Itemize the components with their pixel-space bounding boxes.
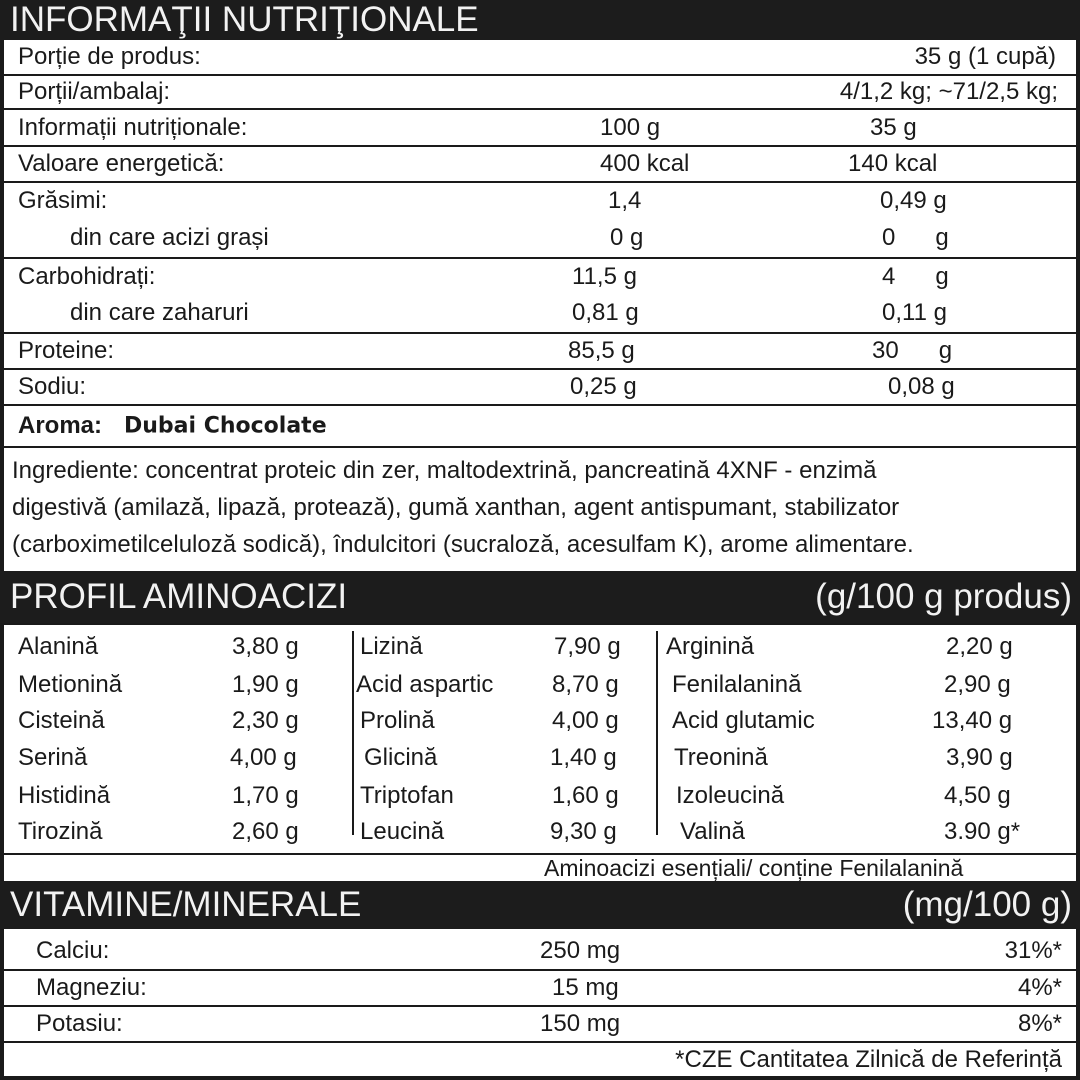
amino-value: 1,40 g — [550, 744, 617, 771]
nutrient-per100: 100 g — [600, 113, 661, 141]
servings-per-pack-row — [4, 74, 1076, 108]
nutrient-label: Grăsimi: — [18, 187, 108, 214]
serving-label: Porție de produs: — [18, 43, 201, 70]
vitamins-header — [0, 881, 1080, 929]
aroma-row — [4, 404, 1076, 446]
ingredients-text — [12, 452, 1072, 563]
amino-value: 4,00 g — [552, 707, 619, 734]
amino-name: Histidină — [18, 782, 111, 809]
amino-name: Serină — [18, 744, 88, 771]
vitamin-value: 150 mg — [540, 1010, 621, 1037]
amino-name: Izoleucină — [676, 782, 785, 809]
amino-name: Cisteină — [18, 707, 105, 734]
nutrition-row — [4, 219, 1076, 257]
vitamin-percent: 31%* — [1004, 937, 1062, 964]
nutrient-per100: 0,81 g — [572, 299, 639, 326]
nutrient-per35: 0 g — [882, 224, 949, 251]
footnote: *CZE Cantitatea Zilnică de Referință — [675, 1045, 1062, 1073]
amino-unit: (g/100 g produs) — [815, 577, 1072, 616]
amino-name: Triptofan — [360, 782, 454, 809]
nutrient-per100: 0,25 g — [570, 373, 637, 400]
ingredients-line: Ingrediente: concentrat proteic din zer, maltodextrină, pancreatină 4XNF - enzimă — [12, 457, 877, 484]
amino-value: 1,90 g — [232, 671, 299, 698]
serving-row — [4, 40, 1076, 74]
nutrient-per35: 4 g — [882, 262, 949, 290]
vitamin-percent: 4%* — [1017, 974, 1062, 1001]
nutrient-per100: 0 g — [610, 224, 644, 251]
vitamin-row — [4, 969, 1076, 1005]
amino-name: Prolină — [360, 707, 435, 734]
nutrient-label: din care zaharuri — [70, 299, 249, 326]
amino-title: PROFIL AMINOACIZI — [10, 577, 348, 616]
servings-label: Porții/ambalaj: — [18, 78, 171, 105]
amino-value: 8,70 g — [552, 671, 619, 698]
ingredients-line: (carboximetilceluloză sodică), îndulcitori (sucraloză, acesulfam K), arome alimentare. — [12, 531, 914, 558]
vitamin-value: 15 mg — [552, 974, 619, 1001]
amino-value: 4,50 g — [944, 782, 1011, 809]
amino-name: Glicină — [364, 744, 438, 771]
vitamin-row — [4, 1005, 1076, 1041]
vitamin-name: Magneziu: — [36, 974, 147, 1001]
amino-table — [4, 623, 1076, 855]
amino-value: 1,70 g — [232, 782, 299, 809]
amino-name: Acid glutamic — [672, 707, 815, 734]
nutrition-row — [4, 294, 1076, 332]
vitamins-unit: (mg/100 g) — [902, 885, 1072, 924]
column-divider — [656, 631, 658, 835]
amino-name: Alanină — [18, 633, 99, 660]
vitamin-name: Calciu: — [36, 937, 110, 964]
nutrition-row — [4, 108, 1076, 145]
nutrient-label: Valoare energetică: — [18, 150, 225, 177]
amino-value: 3.90 g* — [944, 818, 1021, 845]
amino-note: Aminoacizi esențiali/ conține Fenilalanină — [544, 855, 964, 881]
amino-name: Leucină — [360, 818, 445, 845]
amino-value: 3,80 g — [232, 633, 299, 660]
vitamin-name: Potasiu: — [36, 1010, 123, 1037]
aroma-value: Dubai Chocolate — [124, 413, 327, 439]
amino-value: 2,20 g — [946, 633, 1013, 660]
column-divider — [352, 631, 354, 835]
nutrient-label: Carbohidrați: — [18, 262, 156, 290]
vitamin-row — [4, 933, 1076, 969]
nutrition-header — [0, 0, 1080, 40]
divider — [4, 446, 1076, 448]
amino-name: Acid aspartic — [356, 671, 494, 698]
nutrient-per35: 0,08 g — [888, 373, 955, 400]
nutrient-per35: 30 g — [872, 337, 953, 364]
vitamin-value: 250 mg — [540, 937, 621, 964]
nutrient-label: Proteine: — [18, 337, 115, 364]
servings-value: 4/1,2 kg; ~71/2,5 kg; — [839, 78, 1058, 105]
nutrient-per100: 85,5 g — [568, 337, 635, 364]
footnote-row — [4, 1041, 1076, 1076]
amino-value: 1,60 g — [552, 782, 619, 809]
nutrient-label: din care acizi grași — [70, 224, 269, 251]
amino-value: 13,40 g — [932, 707, 1013, 734]
amino-value: 2,30 g — [232, 707, 299, 734]
nutrient-per35: 140 kcal — [848, 150, 938, 177]
amino-value: 3,90 g — [946, 744, 1013, 771]
nutrition-title: INFORMAŢII NUTRIŢIONALE — [10, 0, 479, 39]
vitamin-percent: 8%* — [1017, 1010, 1062, 1037]
nutrient-per35: 35 g — [870, 113, 917, 141]
amino-name: Tirozină — [18, 818, 103, 845]
vitamins-title: VITAMINE/MINERALE — [10, 885, 362, 924]
amino-value: 4,00 g — [230, 744, 297, 771]
nutrition-row — [4, 145, 1076, 181]
amino-name: Treonină — [674, 744, 768, 771]
nutrient-per100: 11,5 g — [572, 262, 637, 290]
amino-header — [0, 571, 1080, 623]
serving-value: 35 g (1 cupă) — [914, 43, 1056, 70]
nutrition-row — [4, 257, 1076, 294]
amino-value: 2,60 g — [232, 818, 299, 845]
nutrition-row — [4, 181, 1076, 219]
amino-value: 7,90 g — [554, 633, 621, 660]
nutrient-per100: 400 kcal — [600, 150, 690, 177]
nutrition-row — [4, 332, 1076, 368]
amino-name: Lizină — [360, 633, 423, 660]
amino-value: 2,90 g — [944, 671, 1011, 698]
amino-name: Arginină — [666, 633, 755, 660]
amino-name: Valină — [680, 818, 745, 845]
nutrient-per35: 0,49 g — [880, 187, 947, 214]
nutrient-per35: 0,11 g — [882, 299, 947, 326]
nutrient-per100: 1,4 — [608, 187, 642, 214]
amino-name: Fenilalanină — [672, 671, 802, 698]
amino-value: 9,30 g — [550, 818, 617, 845]
ingredients-line: digestivă (amilază, lipază, protează), gumă xanthan, agent antispumant, stabilizator — [12, 494, 900, 521]
nutrient-label: Informații nutriționale: — [18, 113, 248, 141]
amino-name: Metionină — [18, 671, 123, 698]
aroma-label: Aroma: — [18, 412, 103, 439]
nutrition-row — [4, 368, 1076, 404]
nutrient-label: Sodiu: — [18, 373, 87, 400]
